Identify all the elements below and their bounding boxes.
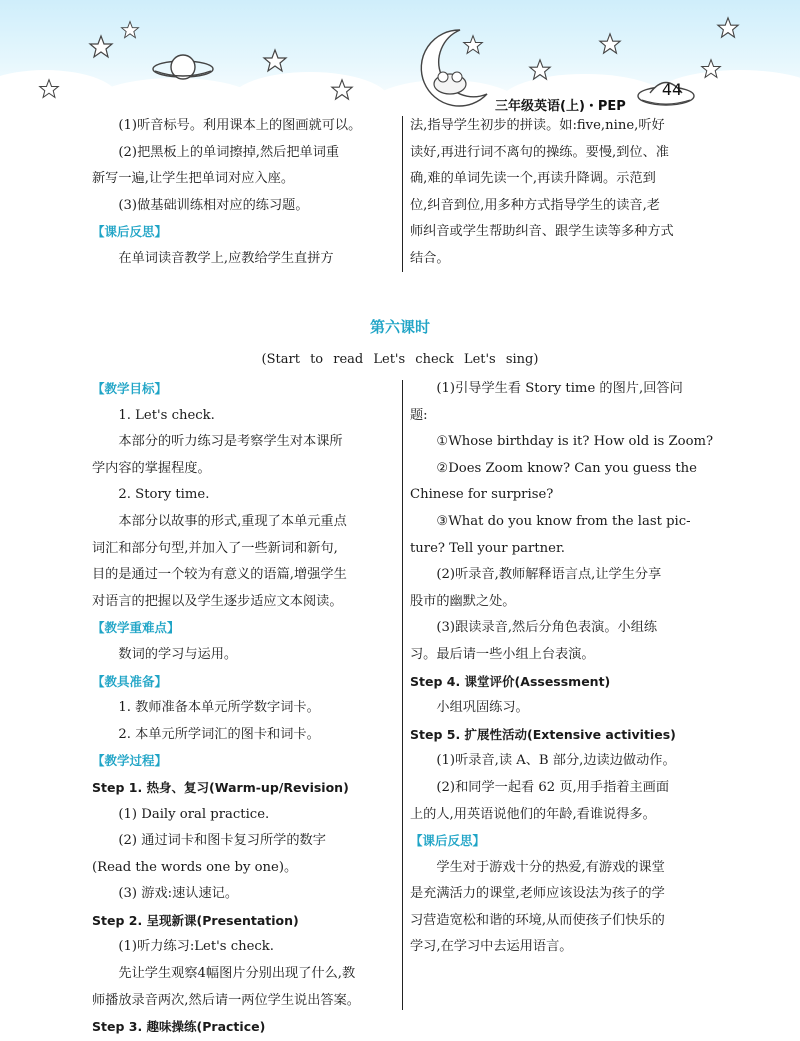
star-icon [462, 34, 484, 56]
paragraph: Chinese for surprise? [410, 487, 554, 503]
paragraph: ③What do you know from the last pic- [436, 513, 691, 529]
paragraph: ②Does Zoom know? Can you guess the [436, 460, 697, 476]
paragraph: 新写一遍,让学生把单词对应入座。 [92, 171, 295, 187]
paragraph: 师播放录音两次,然后请一两位学生说出答案。 [92, 992, 360, 1008]
section-heading: 【教具准备】 [92, 673, 168, 689]
paragraph: (3)跟读录音,然后分角色表演。小组练 [436, 620, 658, 636]
star-icon [120, 20, 140, 40]
paragraph: 确,难的单词先读一个,再读升降调。示范到 [410, 171, 656, 187]
star-icon [716, 16, 740, 40]
paragraph: 师纠音或学生帮助纠音、跟学生读等多种方式 [410, 224, 674, 240]
paragraph: 目的是通过一个较为有意义的语篇,增强学生 [92, 567, 347, 583]
main-left-column [92, 376, 400, 1041]
star-icon [330, 78, 354, 102]
star-icon [262, 48, 288, 74]
paragraph: 1. Let's check. [118, 407, 215, 423]
step-heading: Step 4. 课堂评价(Assessment) [410, 673, 611, 689]
star-icon [598, 32, 622, 56]
paragraph: (Read the words one by one)。 [92, 859, 298, 875]
star-icon [38, 78, 60, 100]
paragraph: ture? Tell your partner. [410, 540, 565, 556]
paragraph: 小组巩固练习。 [436, 700, 529, 716]
paragraph: 本部分以故事的形式,重现了本单元重点 [118, 513, 347, 529]
paragraph: 上的人,用英语说他们的年龄,看谁说得多。 [410, 806, 656, 822]
paragraph: 在单词读音教学上,应教给学生直拼方 [118, 250, 334, 266]
paragraph: 结合。 [410, 250, 450, 266]
paragraph: (1)听音标号。利用课本上的图画就可以。 [118, 118, 362, 133]
paragraph: 词汇和部分句型,并加入了一些新词和新句, [92, 540, 338, 556]
paragraph: (1)引导学生看 Story time 的图片,回答问 [436, 381, 683, 396]
paragraph: 1. 教师准备本单元所学数字词卡。 [118, 700, 320, 716]
lesson-subtitle: (Start to read Let's check Let's sing) [261, 352, 539, 367]
step-heading: Step 3. 趣味操练(Practice) [92, 1019, 266, 1035]
paragraph: 先让学生观察4幅图片分别出现了什么,教 [118, 966, 356, 982]
planet-icon [150, 50, 216, 86]
section-heading: 【教学目标】 [92, 381, 168, 396]
column-divider [402, 380, 403, 1010]
paragraph: 股市的幽默之处。 [410, 593, 516, 609]
paragraph: (3)做基础训练相对应的练习题。 [118, 197, 309, 213]
paragraph: 学习,在学习中去运用语言。 [410, 939, 573, 955]
paragraph: 法,指导学生初步的拼读。如:five,nine,听好 [410, 118, 665, 133]
paragraph: (2)听录音,教师解释语言点,让学生分享 [436, 567, 662, 583]
paragraph: 位,纠音到位,用多种方式指导学生的读音,老 [410, 197, 660, 213]
section-heading: 【教学过程】 [92, 753, 168, 769]
section-heading: 【教学重难点】 [92, 620, 180, 636]
paragraph: 题: [410, 407, 428, 423]
paragraph: 习营造宽松和谐的环境,从而使孩子们快乐的 [410, 912, 665, 928]
paragraph: 2. Story time. [118, 487, 210, 503]
paragraph: (1)听录音,读 A、B 部分,边读边做动作。 [436, 753, 676, 769]
paragraph: 学生对于游戏十分的热爱,有游戏的课堂 [436, 859, 665, 875]
paragraph: (2) 通过词卡和图卡复习所学的数字 [118, 833, 326, 849]
book-title: 三年级英语(上)・PEP [495, 99, 626, 112]
star-icon [528, 58, 552, 82]
paragraph: 本部分的听力练习是考察学生对本课所 [118, 434, 343, 450]
page-number: 44 [661, 80, 683, 99]
star-icon [700, 58, 722, 80]
paragraph: 学内容的掌握程度。 [92, 460, 211, 476]
paragraph: 读好,再进行词不离句的操练。要慢,到位、准 [410, 144, 669, 160]
step-heading: Step 5. 扩展性活动(Extensive activities) [410, 726, 676, 742]
lesson-title: 第六课时 [369, 318, 430, 336]
header-banner [0, 0, 800, 112]
top-left-column [92, 113, 400, 273]
section-heading: 【课后反思】 [92, 224, 168, 240]
paragraph: 是充满活力的课堂,老师应该设法为孩子的学 [410, 886, 665, 902]
paragraph: (1) Daily oral practice. [118, 806, 270, 822]
paragraph: (2)把黑板上的单词擦掉,然后把单词重 [118, 144, 340, 160]
paragraph: 对语言的把握以及学生逐步适应文本阅读。 [92, 593, 343, 609]
paragraph: (1)听力练习:Let's check. [118, 939, 274, 955]
column-divider [402, 116, 403, 272]
main-right-column [410, 376, 720, 961]
paragraph: 习。最后请一些小组上台表演。 [410, 646, 595, 662]
step-heading: Step 1. 热身、复习(Warm-up/Revision) [92, 779, 349, 795]
paragraph: 2. 本单元所学词汇的图卡和词卡。 [118, 726, 320, 742]
paragraph: (2)和同学一起看 62 页,用手指着主画面 [436, 779, 670, 795]
paragraph: 数词的学习与运用。 [118, 646, 238, 662]
paragraph: ①Whose birthday is it? How old is Zoom? [436, 434, 714, 450]
star-icon [88, 34, 114, 60]
paragraph: (3) 游戏:速认速记。 [118, 886, 239, 902]
section-heading: 【课后反思】 [410, 833, 486, 849]
step-heading: Step 2. 呈现新课(Presentation) [92, 912, 299, 928]
top-right-column [410, 113, 720, 273]
